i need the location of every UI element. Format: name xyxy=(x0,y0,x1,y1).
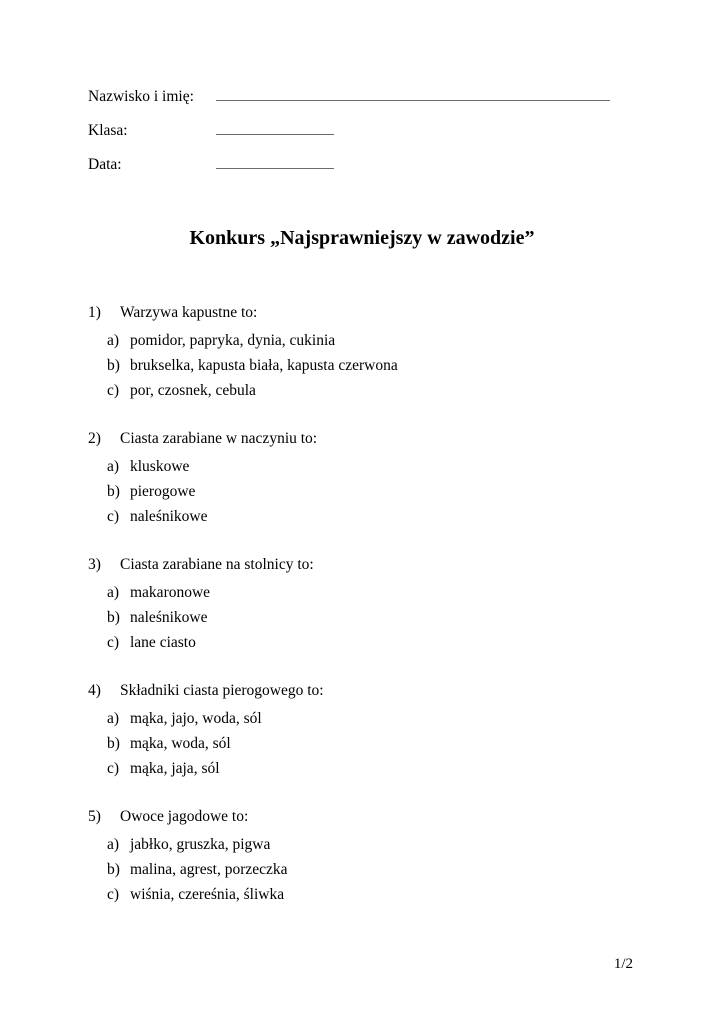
option-row xyxy=(107,353,724,378)
name-blank-line xyxy=(216,84,610,101)
option-letter: c) xyxy=(107,382,120,399)
question-3 xyxy=(88,552,724,655)
class-blank-line xyxy=(216,118,334,135)
question-5-text-row xyxy=(88,804,724,829)
option-row xyxy=(107,882,724,907)
question-1 xyxy=(88,300,724,403)
question-4-number: 4) xyxy=(88,682,101,699)
option-letter: c) xyxy=(107,508,120,525)
option-text: por, czosnek, cebula xyxy=(130,382,256,399)
option-text: brukselka, kapusta biała, kapusta czerwona xyxy=(130,357,398,374)
question-5-number: 5) xyxy=(88,808,101,825)
option-letter: c) xyxy=(107,760,120,777)
option-letter: a) xyxy=(107,458,120,475)
option-row xyxy=(107,756,724,781)
option-row xyxy=(107,731,724,756)
class-field-row xyxy=(88,118,724,140)
option-text: malina, agrest, porzeczka xyxy=(130,861,288,878)
option-row xyxy=(107,378,724,403)
question-2 xyxy=(88,426,724,529)
question-3-number: 3) xyxy=(88,556,101,573)
option-text: kluskowe xyxy=(130,458,190,475)
option-text: makaronowe xyxy=(130,584,211,601)
option-text: mąka, jaja, sól xyxy=(130,760,220,777)
question-2-text-row xyxy=(88,426,724,451)
date-blank-line xyxy=(216,152,334,169)
option-letter: b) xyxy=(107,357,120,374)
option-text: mąka, jajo, woda, sól xyxy=(130,710,262,727)
question-1-text-row xyxy=(88,300,724,325)
question-2-number: 2) xyxy=(88,430,101,447)
header-fields xyxy=(88,84,724,174)
question-1-text: Warzywa kapustne to: xyxy=(120,304,258,321)
name-field-row xyxy=(88,84,724,106)
option-text: mąka, woda, sól xyxy=(130,735,231,752)
option-text: lane ciasto xyxy=(130,634,196,651)
option-letter: a) xyxy=(107,710,120,727)
question-2-options xyxy=(107,454,724,529)
option-text: wiśnia, czereśnia, śliwka xyxy=(130,886,285,903)
option-letter: b) xyxy=(107,483,120,500)
option-row xyxy=(107,630,724,655)
option-row xyxy=(107,454,724,479)
option-text: pomidor, papryka, dynia, cukinia xyxy=(130,332,336,349)
document-title: Konkurs „Najsprawniejszy w zawodzie” xyxy=(189,227,535,249)
option-row xyxy=(107,832,724,857)
option-row xyxy=(107,857,724,882)
date-field-label: Data: xyxy=(88,156,122,173)
question-4-text: Składniki ciasta pierogowego to: xyxy=(120,682,324,699)
option-letter: a) xyxy=(107,584,120,601)
class-field-label: Klasa: xyxy=(88,122,128,139)
question-5 xyxy=(88,804,724,907)
question-5-options xyxy=(107,832,724,907)
option-letter: a) xyxy=(107,332,120,349)
page-number: 1/2 xyxy=(613,956,633,972)
question-4-options xyxy=(107,706,724,781)
option-text: naleśnikowe xyxy=(130,609,208,626)
question-3-options xyxy=(107,580,724,655)
option-letter: c) xyxy=(107,886,120,903)
option-letter: b) xyxy=(107,735,120,752)
date-field-row xyxy=(88,152,724,174)
question-4 xyxy=(88,678,724,781)
option-letter: a) xyxy=(107,836,120,853)
option-row xyxy=(107,706,724,731)
questions-list xyxy=(88,300,724,907)
option-letter: b) xyxy=(107,861,120,878)
question-3-text: Ciasta zarabiane na stolnicy to: xyxy=(120,556,314,573)
question-2-text: Ciasta zarabiane w naczyniu to: xyxy=(120,430,318,447)
option-text: pierogowe xyxy=(130,483,196,500)
option-row xyxy=(107,580,724,605)
option-letter: c) xyxy=(107,634,120,651)
name-field-label: Nazwisko i imię: xyxy=(88,88,194,105)
question-4-text-row xyxy=(88,678,724,703)
option-letter: b) xyxy=(107,609,120,626)
question-1-number: 1) xyxy=(88,304,101,321)
option-row xyxy=(107,605,724,630)
question-3-text-row xyxy=(88,552,724,577)
option-text: naleśnikowe xyxy=(130,508,208,525)
option-text: jabłko, gruszka, pigwa xyxy=(130,836,271,853)
option-row xyxy=(107,504,724,529)
question-5-text: Owoce jagodowe to: xyxy=(120,808,249,825)
option-row xyxy=(107,328,724,353)
question-1-options xyxy=(107,328,724,403)
option-row xyxy=(107,479,724,504)
